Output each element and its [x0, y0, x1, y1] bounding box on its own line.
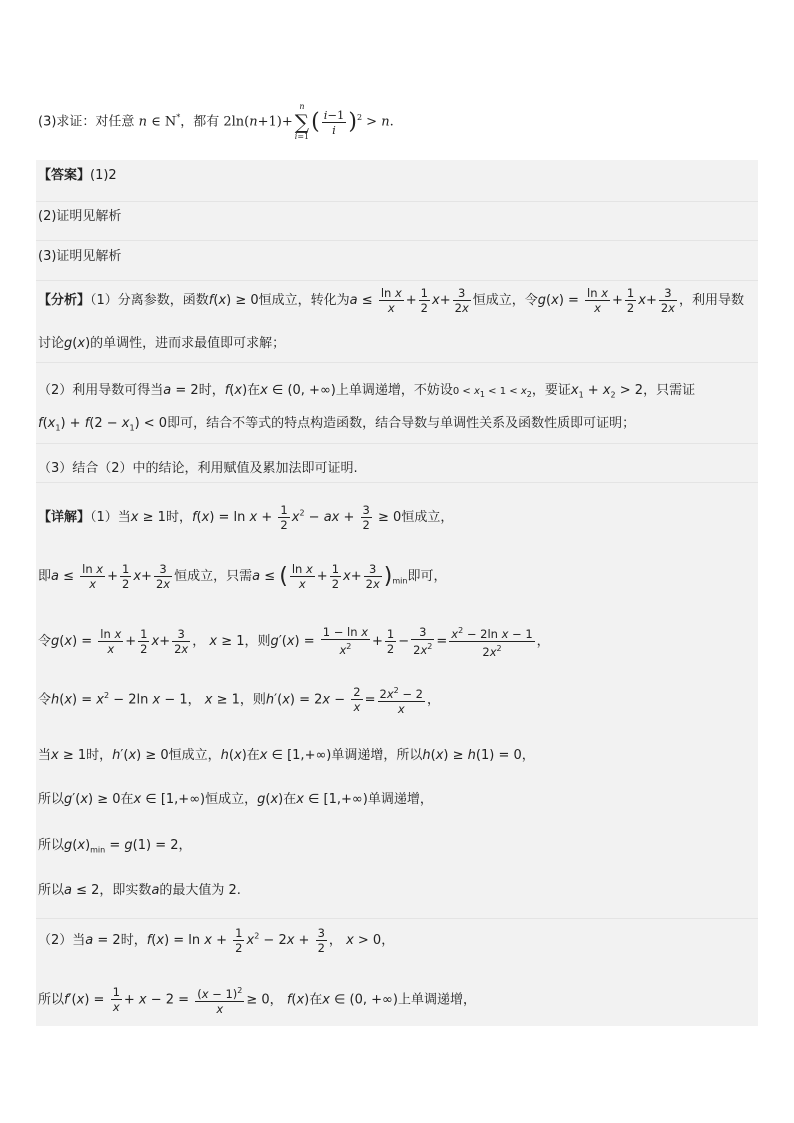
analysis-line-3: （2）利用导数可得当a = 2时，f(x)在x ∈ (0, +∞)上单调递增，不妨设$0 < x_1 < 1 < x_2$，要证$x_1 + x_2 > 2$，只需证: [38, 383, 696, 400]
detail-line-9: （2）当a = 2时，f(x) = ln x + $\frac{1}{2}$ $x^2 - 2x$ + $\frac{3}{2}$ ， x > 0，: [38, 926, 395, 955]
detail-text: 单调递增，: [367, 792, 433, 807]
detail-text: 即: [38, 569, 52, 584]
detail-line-7: 所以$g(x)_{min} = g(1) = 2$，: [38, 838, 192, 855]
analysis-text: （2）利用导数可得当: [38, 383, 164, 398]
detail-line-5: 当x ≥ 1时，h′(x) ≥ 0恒成立，h(x)在x ∈ [1,+∞)单调递增，所以h(x) ≥ h(1) = 0，: [38, 748, 535, 763]
analysis-text: ，只需证: [643, 383, 696, 398]
divider: [36, 918, 758, 919]
detail-line-10: 所以f′(x) = $\frac{1}{x}$ + x − 2 = $\frac{(x - 1)^2}{x}$ ≥ 0， f(x)在x ∈ (0, +∞)上单调递增，: [38, 985, 476, 1016]
analysis-line-2: 讨论g(x)的单调性，进而求最值即可求解；: [38, 336, 286, 351]
divider: [36, 240, 758, 241]
detail-text: （2）当: [38, 933, 86, 948]
analysis-text: 时，: [198, 383, 225, 398]
divider: [36, 443, 758, 444]
detail-text: 在: [309, 992, 323, 1008]
analysis-line-5: [38, 457, 358, 476]
detail-text: 在: [283, 792, 297, 807]
detail-text: 上单调递增，: [397, 992, 476, 1008]
analysis-text: 恒成立，转化为: [258, 293, 350, 308]
detail-text: 的最大值为 2.: [159, 883, 241, 898]
question-3: (3)求证：对任意 n ∈ N*，都有 2ln(n+1)+ n ∑ i=1 ( $\frac{i-1}{i}$ )$^2$ > n.: [38, 102, 394, 141]
detail-text: 恒成立，只需: [174, 569, 253, 584]
answer-1: (1)2: [90, 168, 117, 183]
answer-line-3: [38, 245, 121, 264]
detail-text: ，即实数: [99, 883, 152, 898]
analysis-text: ，要证: [531, 383, 571, 398]
analysis-text: 即可，结合不等式的特点构造函数，结合导数与单调性关系及函数性质即可证明；: [167, 416, 636, 431]
answer-3: (3)证明见解析: [38, 249, 122, 264]
analysis-text: 在: [247, 383, 261, 398]
detail-line-3: 令g(x) = $\frac{\text{ln x}}{x}$ + $\frac{1}{2}$ x+ $\frac{3}{2x}$ ， x ≥ 1，则g′(x) = $\frac{\text{1 − ln x}}{x^2}$ + $\frac{1}{2}$ − $\frac{3}{2x^2}$ = $\frac{x^2 - 2\ln x - 1}{2x^2}$ ，: [38, 625, 550, 659]
analysis-text: 恒成立，令: [472, 293, 538, 308]
answer-2: (2)证明见解析: [38, 209, 122, 224]
analysis-text: 的单调性，进而求最值即可求解；: [90, 336, 286, 351]
detail-text: 时，: [120, 933, 147, 948]
detail-text: 即可，: [407, 569, 447, 584]
detail-text: 令: [38, 692, 52, 708]
detail-line-8: 所以a ≤ 2，即实数a的最大值为 2.: [38, 883, 241, 898]
divider: [36, 280, 758, 281]
detail-text: 所以: [38, 883, 65, 898]
analysis-text: ，利用导数: [678, 293, 744, 308]
question-3-text: ，都有: [180, 114, 220, 130]
detail-line-6: 所以g′(x) ≥ 0在x ∈ [1,+∞)恒成立，g(x)在x ∈ [1,+∞)单调递增，: [38, 792, 433, 807]
detail-text: 时，: [165, 510, 192, 525]
detail-line-1: 【详解】（1）当x ≥ 1时，f(x) = ln x + $\frac{1}{2}$ $x^2$ − ax + $\frac{3}{2}$ ≥ 0恒成立，: [38, 503, 454, 532]
analysis-line-4: $f(x_1) + f(2 - x_1) < 0$即可，结合不等式的特点构造函数，结合导数与单调性关系及函数性质即可证明；: [38, 416, 636, 433]
question-3-text: (3)求证：对任意: [38, 114, 135, 130]
detail-text: 令: [38, 633, 52, 649]
detail-text: 恒成立，: [401, 510, 454, 525]
analysis-text: 上单调递增，不妨设: [335, 383, 453, 398]
detail-line-2: 即a ≤ $\frac{\text{ln x}}{x}$ + $\frac{1}{2}$ x+ $\frac{3}{2x}$ 恒成立，只需a ≤ ( $\frac{\text{ln x}}{x}$ + $\frac{1}{2}$ x+ $\frac{3}{2x}$ )$_{min}$即可，: [38, 562, 447, 591]
answer-line-2: [38, 205, 121, 224]
analysis-text: （1）分离参数，函数: [90, 293, 209, 308]
detail-text: 单调递增，所以: [331, 748, 423, 763]
detail-text: 在: [246, 748, 260, 763]
analysis-text: 讨论: [38, 336, 65, 351]
detail-line-4: 令$h(x) = x^2 - 2\ln$ x − 1， x ≥ 1，则h′(x) = 2x − $\frac{2}{x}$ = $\frac{2x^2 - 2}{x}$ ，: [38, 685, 441, 716]
analysis-label: 【分析】: [38, 293, 91, 308]
detail-text: 所以: [38, 838, 65, 853]
analysis-text: （3）结合（2）中的结论，利用赋值及累加法即可证明.: [38, 461, 358, 476]
detail-text: 时，: [86, 748, 113, 763]
divider: [36, 201, 758, 202]
detail-text: 当: [38, 748, 52, 763]
detail-text: ，: [192, 633, 206, 649]
detail-text: 所以: [38, 792, 65, 807]
detail-text: ，则: [244, 633, 271, 649]
detail-text: 恒成立，: [168, 748, 221, 763]
detail-text: 恒成立，: [205, 792, 258, 807]
divider: [36, 482, 758, 483]
answer-label: 【答案】: [38, 168, 91, 183]
detail-text: 所以: [38, 992, 65, 1008]
detail-label: 【详解】: [38, 510, 91, 525]
analysis-line-1: 【分析】（1）分离参数，函数f(x) ≥ 0恒成立，转化为a ≤ $\frac{\text{ln x}}{x}$ + $\frac{1}{2}$ x+ $\frac{3}{2x}$ 恒成立，令g(x) = $\frac{\text{ln x}}{x}$ + $\frac{1}{2}$ x+ $\frac{3}{2x}$ ，利用导数: [38, 286, 744, 315]
question-3-text: .: [389, 114, 394, 130]
detail-text: 在: [120, 792, 134, 807]
answer-line-1: [38, 164, 117, 183]
divider: [36, 362, 758, 363]
detail-text: （1）当: [90, 510, 131, 525]
